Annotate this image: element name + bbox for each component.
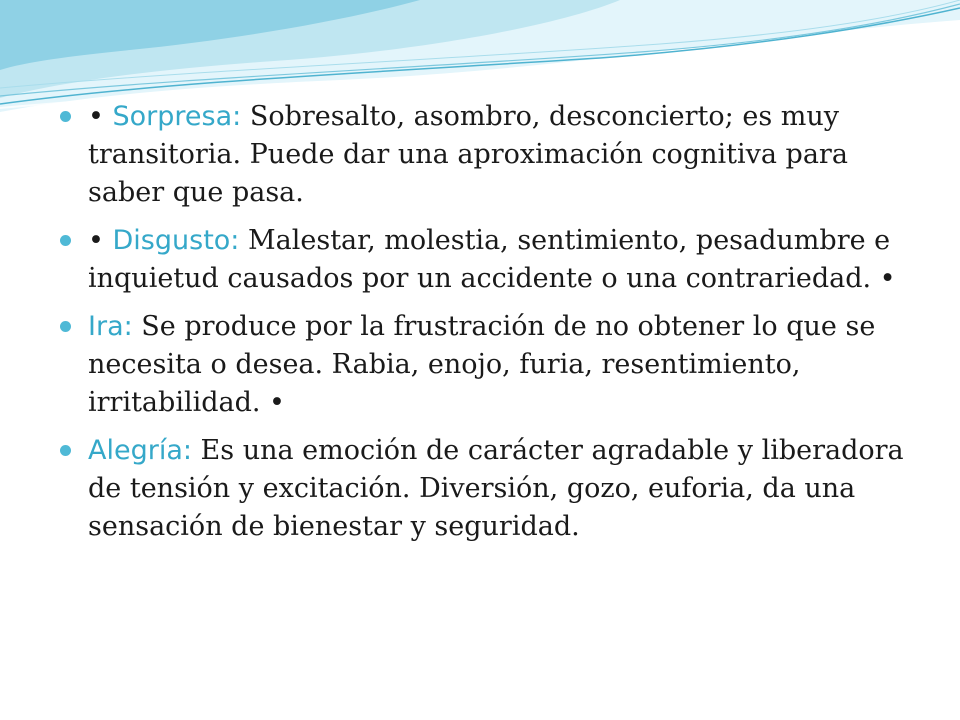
bullet-list bbox=[60, 98, 920, 556]
bullet-dot-icon bbox=[60, 445, 71, 456]
term-label: Alegría: bbox=[88, 435, 192, 466]
term-label: Disgusto: bbox=[112, 225, 240, 256]
term-description: Es una emoción de carácter agradable y liberadora de tensión y excitación. Diversión, gozo, euforia, da una sensación de bienestar y seguridad. bbox=[88, 435, 904, 542]
bullet-lead: • bbox=[88, 225, 113, 256]
bullet-lead: • bbox=[88, 101, 113, 132]
bullet-dot-icon bbox=[60, 321, 71, 332]
term-label: Ira: bbox=[88, 311, 133, 342]
bullet-item-disgusto bbox=[60, 222, 920, 298]
bullet-item-alegria bbox=[60, 432, 920, 546]
term-description: Se produce por la frustración de no obtener lo que se necesita o desea. Rabia, enojo, furia, resentimiento, irritabilidad. • bbox=[88, 311, 876, 418]
term-description: Sobresalto, asombro, desconcierto; es muy transitoria. Puede dar una aproximación cognitiva para saber que pasa. bbox=[88, 101, 848, 208]
term-description: Malestar, molestia, sentimiento, pesadumbre e inquietud causados por un accidente o una contrariedad. • bbox=[88, 225, 896, 294]
bullet-item-ira bbox=[60, 308, 920, 422]
bullet-item-sorpresa bbox=[60, 98, 920, 212]
term-label: Sorpresa: bbox=[112, 101, 242, 132]
bullet-dot-icon bbox=[60, 235, 71, 246]
bullet-dot-icon bbox=[60, 111, 71, 122]
